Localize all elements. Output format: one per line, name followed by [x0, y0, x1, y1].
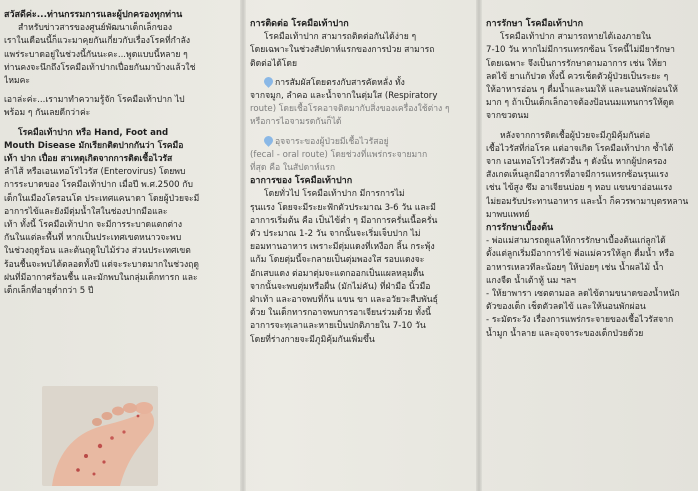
first-aid-title: การรักษาเบื้องต้น	[486, 223, 554, 234]
first-aid-item: - พ่อแม่สามารถดูแลให้การรักษาเบื้องต้นแก่ลูกได้	[486, 236, 666, 247]
bullet-fecal: อุจจาระของผู้ป่วยมีเชื้อไวรัสอยู่	[250, 136, 472, 149]
droplet-icon	[262, 75, 275, 88]
symptoms-line: แก้ม โดยตุ่มนี้จะกลายเป็นตุ่มพองใส รอบแดงจะ	[250, 255, 425, 266]
bullet-fecal-line: (fecal - oral route) โดยช่วงที่แพร่กระจายมาก	[250, 149, 428, 160]
treatment-line: จากขวดนม	[486, 111, 529, 122]
column-2	[250, 0, 472, 491]
bullet-contact: การสัมผัสโดยตรงกับสารคัดหลั่ง ทั้ง	[250, 77, 472, 90]
symptoms-line: โดยที่ร่างกายจะมีภูมิคุ้มกันเพิ่มขึ้น	[250, 334, 375, 345]
foot-rash-photo	[42, 386, 158, 486]
first-aid-item: - ให้ยาพารา เซตตามอล ลดไข้ตามขนาดของน้ำหนัก	[486, 289, 680, 300]
bullet-fecal-line: ที่สุด คือ ในสัปดาห์แรก	[250, 163, 336, 174]
immunity-line: มาพบแพทย์	[486, 209, 530, 220]
bullet-contact-line: route) โดยเชื้อโรคอาจติดมากับสิ่งของเครื่องใช้ต่าง ๆ	[250, 104, 450, 115]
body-line: เท้า ปาก เปื่อย สาเหตุเกิดจากการติดเชื้อไวรัส	[4, 154, 173, 165]
first-aid-item: แกงจืด น้ำเต้าหู้ นม ฯลฯ	[486, 275, 576, 286]
bullet-contact-line: จากจมูก, ลำคอ และน้ำจากในตุ่มใส (Respiratory	[250, 91, 438, 102]
symptoms-line: ด้วย ในเด็กทารกอาจพบการอาเจียนร่วมด้วย ทั้งนี้	[250, 308, 431, 319]
transmission-line: โรคมือเท้าปาก สามารถติดต่อกันได้ง่าย ๆ	[264, 32, 417, 43]
fold-line-2	[476, 0, 482, 491]
treatment-line: โดยเฉพาะ จึงเป็นการรักษาตามอาการ เช่น ให้ยา	[486, 58, 667, 69]
treatment-title: การรักษา โรคมือเท้าปาก	[486, 19, 584, 29]
symptoms-line: อาการจะทุเลาและหายเป็นปกติภายใน 7-10 วัน	[250, 321, 426, 332]
intro-line: เราในเดือนนี้ก็แวะมาคุยกันเกี่ยวกับเรื่องโรคที่กำลัง	[4, 36, 191, 47]
body-line: กันในแต่ละพื้นที่ หากเป็นประเทศเขตหนาวจะพบ	[4, 233, 182, 244]
immunity-line: จาก เอนเทอโรไวรัสตัวอื่น ๆ ดังนั้น หากผู้ปกครอง	[486, 157, 667, 168]
first-aid-item: อาหารเหลวทีละน้อยๆ ให้บ่อยๆ เช่น น้ำผลไม้ น้ำ	[486, 262, 664, 273]
lead-line: พร้อม ๆ กันเลยดีกว่าค่ะ	[4, 108, 91, 119]
body-line: เด็กในเมืองโตรอนโต ประเทศแคนาดา โดยผู้ป่วยจะมี	[4, 193, 200, 204]
greeting-title: สวัสดีค่ะ...ท่านกรรมการและผู้ปกครองทุกท่าน	[4, 10, 183, 20]
treatment-line: ลดไข้ ยาแก้ปวด ทั้งนี้ ควรเช็ดตัวผู้ป่วยเป็นระยะ ๆ	[486, 71, 669, 82]
intro-line: ท่านคงจะนึกถึงโรคมือเท้าปากเปื่อยกันมาบ้างแล้วใช่	[4, 62, 196, 73]
transmission-title: การติดต่อ โรคมือเท้าปาก	[250, 19, 349, 29]
body-line: การระบาดของ โรคมือเท้าปาก เมื่อปี พ.ศ.2500 กับ	[4, 180, 193, 191]
symptoms-line: ยอมทานอาหาร เพราะมีตุ่มแดงที่เหงือก ลิ้น กระพุ้ง	[250, 242, 435, 253]
body-line: เท้า ทั้งนี้ โรคมือเท้าปาก จะมีการระบาดแตกต่าง	[4, 220, 183, 231]
transmission-line: โดยเฉพาะในช่วงสัปดาห์แรกของการป่วย สามารถ	[250, 45, 435, 56]
treatment-line: มาก ๆ ถ้าเป็นเด็กเล็กอาจต้องป้อนนมแทนการให้ดูด	[486, 98, 674, 109]
treatment-line: โรคมือเท้าปาก สามารถหายได้เองภายใน	[500, 32, 652, 43]
body-line: อาการไข้และยังมีตุ่มน้ำใสในช่องปากมือและ	[4, 206, 168, 217]
symptoms-line: ฝ่าเท้า และอาจพบที่ก้น แขน ขา และอวัยวะสืบพันธุ์	[250, 295, 438, 306]
treatment-line: 7-10 วัน หากไม่มีการแทรกซ้อน โรคนี้ไม่มียารักษา	[486, 45, 675, 56]
intro-line: ไหมคะ	[4, 76, 31, 87]
symptoms-title: อาการของ โรคมือเท้าปาก	[250, 176, 353, 187]
body-line: เด็กเล็กที่อายุต่ำกว่า 5 ปี	[4, 286, 94, 297]
immunity-line: เช่น ไข้สูง ซึม อาเจียนบ่อย ๆ หอบ แขนขาอ่อนแรง	[486, 183, 673, 194]
immunity-line: หลังจากการติดเชื้อผู้ป่วยจะมีภูมิคุ้มกันต่อ	[500, 130, 651, 141]
first-aid-item: ตั้งแต่ลูกเริ่มมีอาการไข้ พ่อแม่ควรให้ลูก ดื่มน้ำ หรือ	[486, 249, 675, 260]
transmission-line: ติดต่อได้โดย	[250, 58, 298, 69]
immunity-line: เชื้อไวรัสที่ก่อโรค แต่อาจเกิด โรคมือเท้าปาก ซ้ำได้	[486, 143, 674, 154]
immunity-line: ไม่ยอมรับประทานอาหาร และน้ำ ก็ควรพามาบุตรหลาน	[486, 196, 689, 207]
symptoms-line: อักเสบแดง ต่อมาตุ่มจะแตกออกเป็นแผลหลุมตื้น	[250, 268, 425, 279]
first-aid-item: น้ำมูก น้ำลาย และอุจจาระของเด็กป่วยด้วย	[486, 328, 644, 339]
intro-line: สำหรับข่าวสารของศูนย์พัฒนาเด็กเล็กของ	[18, 23, 173, 34]
fold-line-1	[240, 0, 246, 491]
intro-line: แพร่ระบาดอยู่ในช่วงนี้กันนะคะ...พูดแบบนี้หลาย ๆ	[4, 49, 188, 60]
immunity-line: สังเกตเห็นลูกมีอาการที่อาจมีการแทรกซ้อนรุนแรง	[486, 170, 669, 181]
treatment-line: ให้อาหารอ่อน ๆ ดื่มน้ำและนมให้ และนอนพักผ่อนให้	[486, 85, 678, 96]
symptoms-line: ตัว ประมาณ 1-2 วัน จากนั้นจะเริ่มเจ็บปาก ไม่	[250, 229, 421, 240]
symptoms-line: อาการเริ่มต้น คือ เป็นไข้ต่ำ ๆ มีอาการครั่นเนื้อครั่น	[250, 215, 438, 226]
body-line: ในช่วงฤดูร้อน และต้นฤดูใบไม้ร่วง ส่วนประเทศเขต	[4, 246, 191, 257]
lead-line: เอาล่ะค่ะ...เรามาทำความรู้จัก โรคมือเท้าปาก ไป	[4, 95, 185, 106]
first-aid-item: - ระมัดระวัง เรื่องการแพร่กระจายของเชื้อไวรัสจาก	[486, 315, 674, 326]
bullet-contact-line: หรือการไอจามรดกันก็ได้	[250, 117, 342, 128]
symptoms-line: รุนแรง โดยจะมีระยะฟักตัวประมาณ 3-6 วัน และมี	[250, 202, 436, 213]
droplet-icon	[262, 134, 275, 147]
symptoms-line: จากนั้นจะพบตุ่มหรือผื่น (มักไม่คัน) ที่ฝ่ามือ นิ้วมือ	[250, 281, 431, 292]
first-aid-item: ตัวของเด็ก เช็ดตัวลดไข้ และให้นอนพักผ่อน	[486, 302, 646, 313]
column-3	[486, 0, 694, 491]
body-line: Mouth Disease มักเรียกติดปากกันว่า โรคมือ	[4, 140, 184, 151]
body-line: ร้อนชื้นจะพบได้ตลอดทั้งปี แต่จะระบาดมากในช่วงฤดู	[4, 259, 199, 270]
body-line: ฝนที่มีอากาศร้อนชื้น และมักพบในกลุ่มเด็กทารก และ	[4, 272, 198, 283]
symptoms-line: โดยทั่วไป โรคมือเท้าปาก มีการการไม่	[264, 189, 405, 200]
body-line: โรคมือเท้าปาก หรือ Hand, Foot and	[18, 127, 169, 138]
body-line: ลำไส้ หรือเอนเทอโรไวรัส (Enterovirus) โดยพบ	[4, 167, 186, 178]
